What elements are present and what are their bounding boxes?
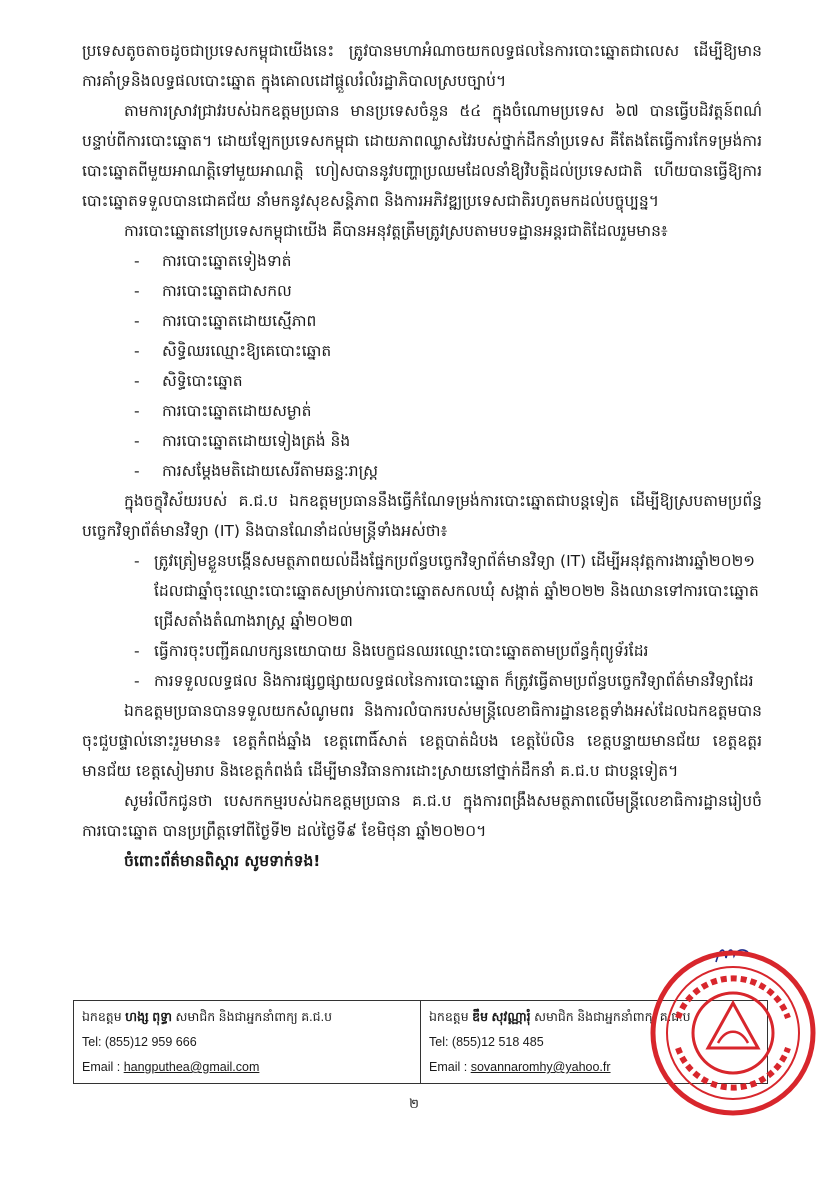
list-item: - ការបោះឆ្នោតដោយស្មើភាព [134, 306, 762, 336]
paragraph-mission: សូមរំលឹកជូនថា បេសកកម្មរបស់ឯកឧត្តមប្រធាន គ.ជ.ប ក្នុងការពង្រឹងសមត្ថភាពលើមន្ត្រីលេខាធិការដ្ឋានរៀបចំការបោះឆ្នោត បានប្រព្រឹត្តទៅពីថ្ងៃទី២ ដល់ថ្ងៃទី៩ ខែមិថុនា ឆ្នាំ២០២០។ [82, 792, 762, 840]
contact-name: ហង្ស ពុទ្ធា [125, 1010, 173, 1024]
list-item: - ត្រូវត្រៀមខ្លួនបង្កើនសមត្ថភាពយល់ដឹងផ្នែកប្រព័ន្ធបច្ចេកវិទ្យាព័ត៌មានវិទ្យា (IT) ដើម្បីអនុវត្តការងារឆ្នាំ២០២១ ដែលជាឆ្នាំចុះឈ្មោះបោះឆ្នោតសម្រាប់ការបោះឆ្នោតសកលឃុំ សង្កាត់ ឆ្នាំ២០២២ និងឈានទៅការបោះឆ្នោតជ្រើសតាំងតំណាងរាស្ត្រ ឆ្នាំ២០២៣ [134, 546, 762, 636]
contact-email-label: Email : [429, 1060, 471, 1074]
page-number: ២ [409, 1097, 419, 1112]
paragraph-intro: ប្រទេសតូចតាចដូចជាប្រទេសកម្ពុជាយើងនេះ ត្រូវបានមហាអំណាចយកលទ្ធផលនៃការបោះឆ្នោតជាលេស ដើម្បីឱ្យមានការគាំទ្រនិងលទ្ធផលបោះឆ្នោត ក្នុងគោលដៅផ្តួលរំលំរដ្ឋាភិបាលស្របច្បាប់។ [82, 42, 762, 90]
contact-tel: Tel: (855)12 518 485 [429, 1035, 544, 1049]
list-item: - ការសម្តែងមតិដោយសេរីតាមឆន្ទៈរាស្ត្រ [134, 456, 762, 486]
paragraph-research: តាមការស្រាវជ្រាវរបស់ឯកឧត្តមប្រធាន មានប្រទេសចំនួន ៥៤ ក្នុងចំណោមប្រទេស ៦៧ បានធ្វើបដិវត្តន៍ពណ៌បន្ទាប់ពីការបោះឆ្នោត។ ដោយឡែកប្រទេសកម្ពុជា ដោយភាពឈ្លាសវៃរបស់ថ្នាក់ដឹកនាំប្រទេស គឺតែងតែធ្វើការកែទម្រង់ការបោះឆ្នោតពីមួយអាណត្តិទៅមួយអាណត្តិ ហៀសបាននូវបញ្ហាប្រឈមដែលនាំឱ្យវិបត្តិដល់ប្រទេសជាតិ ហើយបានធ្វើឱ្យការបោះឆ្នោតទទួលបានជោគជ័យ នាំមកនូវសុខសន្តិភាព និងការអភិវឌ្ឍប្រទេសជាតិរហូតមកដល់បច្ចុប្បន្ន។ [82, 102, 762, 210]
contact-tel: Tel: (855)12 959 666 [82, 1035, 197, 1049]
list-item: - ការបោះឆ្នោតទៀងទាត់ [134, 246, 762, 276]
contact-cell-left [74, 1001, 420, 1083]
paragraph-contact-note: ចំពោះព័ត៌មានពិស្តារ សូមទាក់ទង! [124, 852, 321, 870]
list-item: - ធ្វើការចុះបញ្ជីគណបក្សនយោបាយ និងបេក្ខជនឈរឈ្មោះបោះឆ្នោតតាមប្រព័ន្ធកុំព្យូទ័រដែរ [134, 636, 762, 666]
directives-list [82, 546, 762, 696]
contact-role: សមាជិក និងជាអ្នកនាំពាក្យ គ.ជ.ប [534, 1010, 691, 1024]
list-item: - ការទទួលលទ្ធផល និងការផ្សព្វផ្សាយលទ្ធផលនៃការបោះឆ្នោត ក៏ត្រូវធ្វើតាមប្រព័ន្ធបច្ចេកវិទ្យាព័ត៌មានវិទ្យាដែរ [134, 666, 762, 696]
list-item: - ការបោះឆ្នោតដោយទៀងត្រង់ និង [134, 426, 762, 456]
contact-email-link[interactable]: sovannaromhy@yahoo.fr [470, 1060, 611, 1074]
paragraph-vision: ក្នុងចក្ខុវិស័យរបស់ គ.ជ.ប ឯកឧត្តមប្រធាននឹងធ្វើកំណែទម្រង់ការបោះឆ្នោតជាបន្តទៀត ដើម្បីឱ្យស្របតាមប្រព័ន្ធបច្ចេកវិទ្យាព័ត៌មានវិទ្យា (IT) និងបានណែនាំដល់មន្ត្រីទាំងអស់ថា៖ [82, 492, 762, 540]
contact-role: សមាជិក និងជាអ្នកនាំពាក្យ គ.ជ.ប [175, 1010, 333, 1024]
official-seal-icon [648, 948, 818, 1118]
contact-name: ឌឹម សុវណ្ណារុំ [472, 1010, 531, 1024]
letter-body [82, 36, 762, 876]
paragraph-provinces: ឯកឧត្តមប្រធានបានទទួលយកសំណូមពរ និងការលំបាករបស់មន្ត្រីលេខាធិការដ្ឋានខេត្តទាំងអស់ដែលឯកឧត្តមបានចុះជួបផ្ទាល់នោះរួមមាន៖ ខេត្តកំពង់ឆ្នាំង ខេត្តពោធិ៍សាត់ ខេត្តបាត់ដំបង ខេត្តប៉ៃលិន ខេត្តបន្ទាយមានជ័យ ខេត្តឧត្តរមានជ័យ ខេត្តសៀមរាប និងខេត្តកំពង់ធំ ដើម្បីមានវិធានការដោះស្រាយនៅថ្នាក់ដឹកនាំ គ.ជ.ប ជាបន្តទៀត។ [82, 702, 762, 780]
list-item: - សិទ្ធិឈរឈ្មោះឱ្យគេបោះឆ្នោត [134, 336, 762, 366]
contact-email-link[interactable]: hangputhea@gmail.com [123, 1060, 260, 1074]
standards-list [82, 246, 762, 486]
contact-title: ឯកឧត្តម [82, 1010, 122, 1024]
paragraph-standards-intro: ការបោះឆ្នោតនៅប្រទេសកម្ពុជាយើង គឺបានអនុវត្តត្រឹមត្រូវស្របតាមបទដ្ឋានអន្តរជាតិដែលរួមមាន៖ [124, 222, 668, 240]
contact-email-row [82, 1055, 412, 1080]
contact-heading [82, 1005, 412, 1030]
list-item: - សិទ្ធិបោះឆ្នោត [134, 366, 762, 396]
contact-email-label: Email : [82, 1060, 124, 1074]
list-item: - ការបោះឆ្នោតជាសកល [134, 276, 762, 306]
contact-title: ឯកឧត្តម [429, 1010, 469, 1024]
list-item: - ការបោះឆ្នោតដោយសម្ងាត់ [134, 396, 762, 426]
